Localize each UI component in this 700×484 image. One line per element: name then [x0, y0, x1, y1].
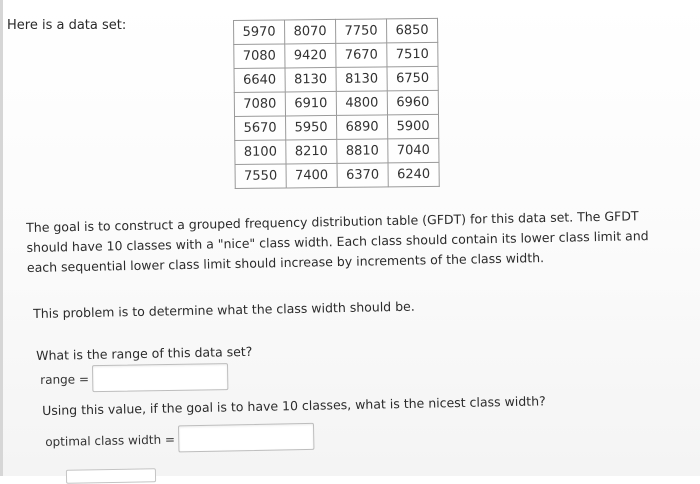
- table-cell: 7080: [234, 92, 285, 117]
- table-cell: 6850: [386, 18, 437, 43]
- table-cell: 8130: [285, 67, 336, 92]
- table-row: [235, 114, 439, 140]
- table-cell: 6910: [285, 91, 336, 116]
- range-answer-row: [40, 363, 228, 393]
- table-cell: 8130: [336, 67, 387, 92]
- table-cell: 8210: [286, 139, 337, 164]
- data-set-table: [233, 18, 440, 189]
- table-cell: 8810: [337, 139, 388, 164]
- table-cell: 8100: [235, 140, 286, 165]
- intro-text: Here is a data set:: [7, 18, 127, 33]
- range-input[interactable]: [92, 363, 228, 392]
- table-cell: 4800: [336, 91, 387, 116]
- table-cell: 6750: [387, 66, 438, 91]
- table-cell: 9420: [285, 43, 336, 68]
- class-width-question: Using this value, if the goal is to have 10 classes, what is the nicest class width?: [42, 393, 546, 418]
- table-cell: 5970: [234, 20, 285, 45]
- class-width-input[interactable]: [178, 423, 314, 453]
- next-answer-box-partial[interactable]: [66, 468, 156, 484]
- left-border: [0, 0, 3, 476]
- table-row: [234, 90, 438, 116]
- table-cell: 5670: [235, 116, 286, 141]
- goal-line-3: each sequential lower class limit should increase by increments of the class width.: [26, 250, 545, 275]
- class-width-answer-row: [45, 423, 314, 455]
- table-cell: 7080: [234, 44, 285, 69]
- table-cell: 7400: [286, 163, 337, 188]
- table-cell: 6890: [337, 115, 388, 140]
- table-row: [235, 162, 439, 188]
- table-cell: 6370: [337, 163, 388, 188]
- table-cell: 8070: [285, 19, 336, 44]
- range-question: What is the range of this data set?: [36, 343, 253, 363]
- table-row: [234, 66, 438, 92]
- table-cell: 6240: [388, 162, 439, 187]
- table-cell: 5900: [388, 114, 439, 139]
- goal-paragraph: [26, 206, 649, 278]
- problem-statement: This problem is to determine what the class width should be.: [33, 298, 415, 321]
- table-cell: 6640: [234, 68, 285, 93]
- goal-line-1: The goal is to construct a grouped frequency distribution table (GFDT) for this data set. The GFDT: [26, 208, 639, 235]
- table-row: [234, 18, 438, 44]
- table-cell: 7510: [387, 42, 438, 67]
- table-cell: 7550: [235, 164, 286, 189]
- goal-line-2: should have 10 classes with a "nice" class width. Each class should contain its lower class limit and: [26, 228, 649, 255]
- range-label: range =: [40, 371, 90, 387]
- table-cell: 7040: [388, 138, 439, 163]
- table-cell: 6960: [387, 90, 438, 115]
- table-row: [234, 42, 438, 68]
- table-row: [235, 138, 439, 164]
- table-cell: 7670: [336, 43, 387, 68]
- class-width-label: optimal class width =: [45, 432, 176, 449]
- table-cell: 5950: [286, 115, 337, 140]
- table-cell: 7750: [335, 19, 386, 44]
